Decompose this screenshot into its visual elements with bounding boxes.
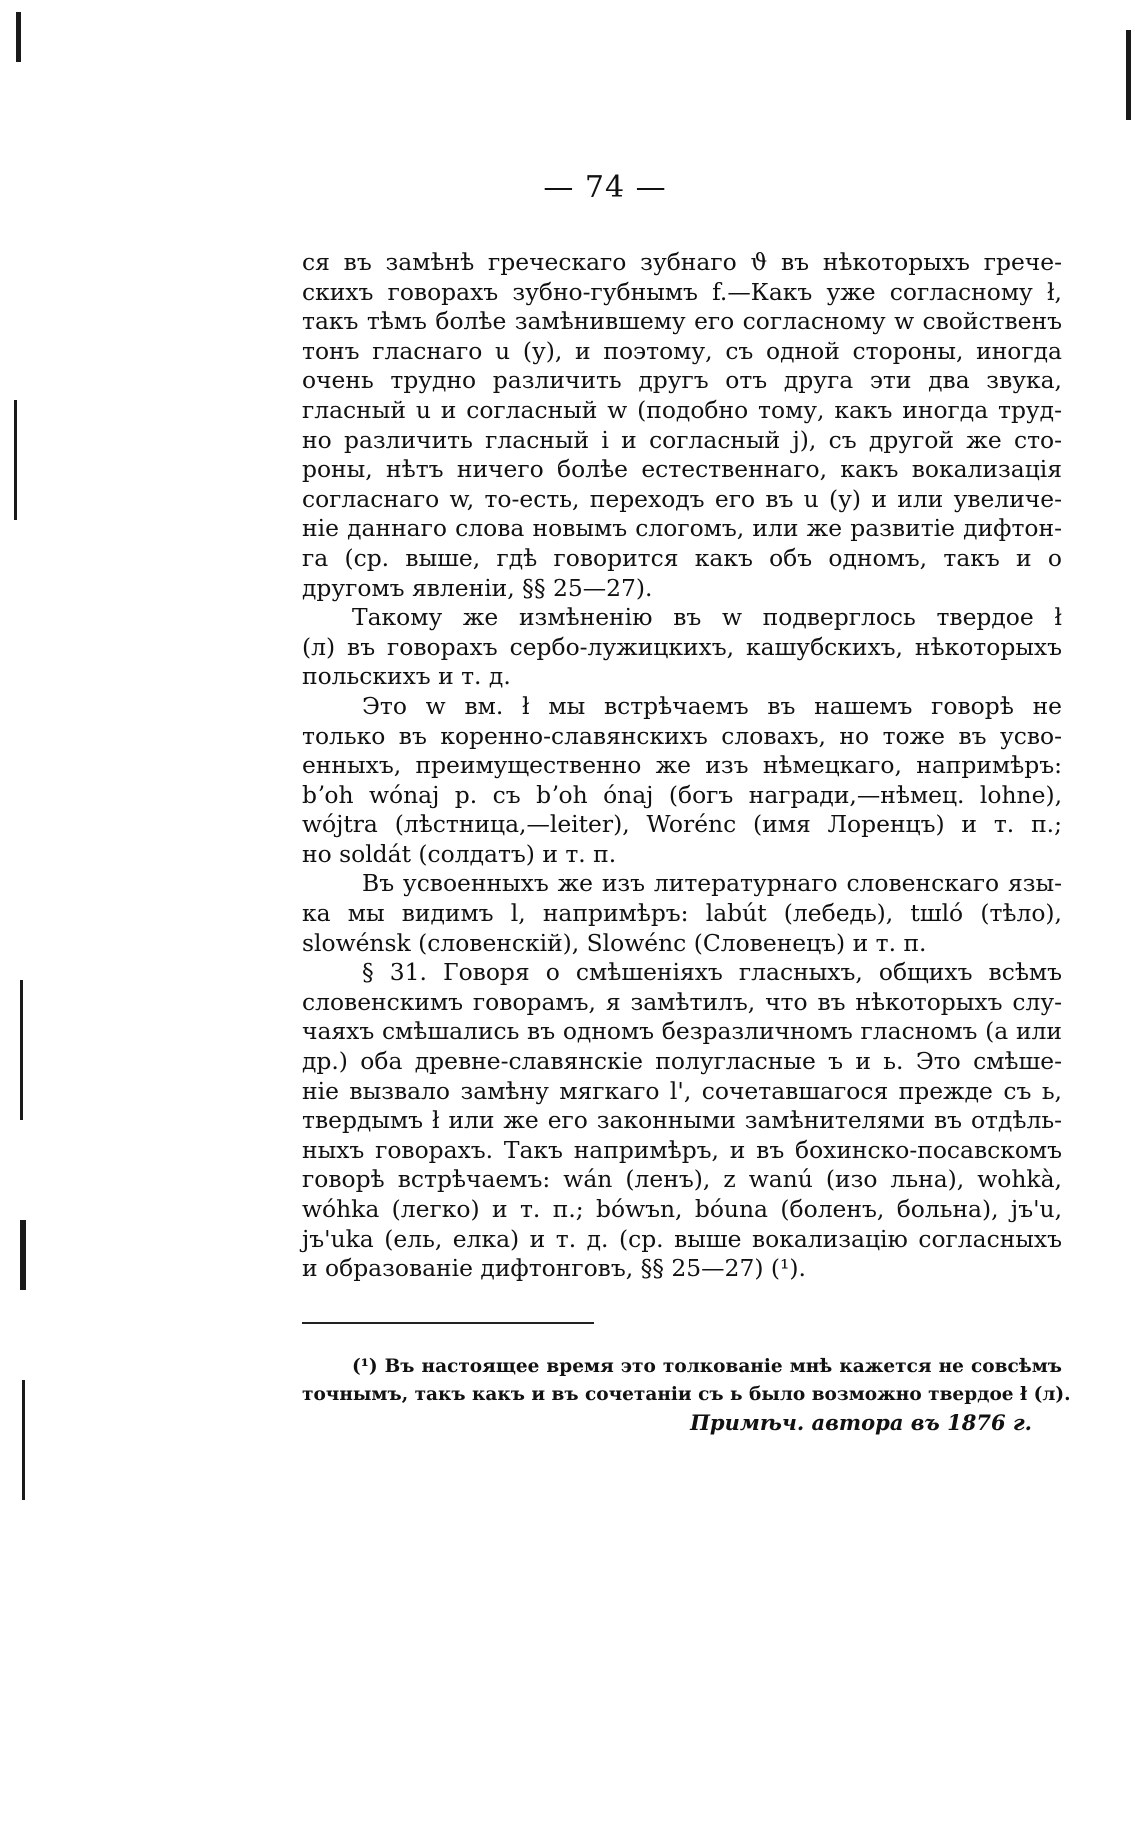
text-line: словенскимъ говорамъ, я замѣтилъ, что въ нѣкоторыхъ слу- <box>302 987 1062 1016</box>
body-text <box>302 248 1062 1284</box>
text-line: чаяхъ смѣшались въ одномъ безразличномъ гласномъ (a или <box>302 1017 1062 1046</box>
text-line: ніе даннаго слова новымъ слогомъ, или же развитіе дифтон- <box>302 514 1062 543</box>
text-line: очень трудно различить другъ отъ друга эти два звука, <box>302 366 1062 395</box>
text-line: но различить гласный i и согласный j), съ другой же сто- <box>302 425 1062 454</box>
text-line: § 31. Говоря о смѣшеніяхъ гласныхъ, общихъ всѣмъ <box>362 958 1062 987</box>
text-line: ніе вызвало замѣну мягкаго l', сочетавшагося прежде съ ь, <box>302 1076 1062 1105</box>
scan-artifact <box>14 400 17 520</box>
text-line: ся въ замѣнѣ греческаго зубнаго ϑ въ нѣкоторыхъ грече- <box>302 248 1062 276</box>
scan-artifact <box>20 980 23 1120</box>
text-line: Въ усвоенныхъ же изъ литературнаго словенскаго язы- <box>362 869 1062 898</box>
footnote-divider <box>302 1322 594 1324</box>
footnote-line: (¹) Въ настоящее время это толкованіе мнѣ кажется не совсѣмъ <box>352 1356 1062 1377</box>
text-line: тонъ гласнаго u (у), и поэтому, съ одной стороны, иногда <box>302 336 1062 365</box>
text-line: wójtra (лѣстница,—leiter), Worénc (имя Лоренцъ) и т. п.; <box>302 810 1062 839</box>
text-line: Такому же измѣненію въ w подверглось твердое ł <box>352 603 1062 632</box>
text-line: говорѣ встрѣчаемъ: wán (ленъ), z wanú (изо льна), wohkà, <box>302 1165 1062 1194</box>
text-line: только въ коренно-славянскихъ словахъ, но тоже въ усво- <box>302 721 1062 750</box>
text-line: др.) оба древне-славянскіе полугласные ъ и ь. Это смѣше- <box>302 1047 1062 1076</box>
text-line: (л) въ говорахъ сербо-лужицкихъ, кашубскихъ, нѣкоторыхъ <box>302 632 1062 661</box>
scan-artifact <box>22 1380 25 1500</box>
text-line: такъ тѣмъ болѣе замѣнившему его согласному w свойственъ <box>302 307 1062 336</box>
page-number: — 74 — <box>543 170 667 205</box>
footnote-line: точнымъ, такъ какъ и въ сочетаніи съ ь было возможно твердое ł (л). <box>302 1384 1071 1405</box>
text-line: bʼoh wónaj р. съ bʼoh ónaj (богъ награди,—нѣмец. lohne), <box>302 780 1062 809</box>
text-line: гласный u и согласный w (подобно тому, какъ иногда труд- <box>302 395 1062 424</box>
footnote <box>302 1353 1071 1437</box>
text-line: ныхъ говорахъ. Такъ напримѣръ, и въ бохинско-посавскомъ <box>302 1135 1062 1164</box>
text-line: польскихъ и т. д. <box>302 662 511 691</box>
text-line: wóhka (легко) и т. п.; bówъn, bóuna (боленъ, больна), jъ'u, <box>302 1195 1062 1223</box>
text-line: согласнаго w, то-есть, переходъ его въ u (у) и или увеличе- <box>302 484 1062 513</box>
text-line: и образованіе дифтонговъ, §§ 25—27) (¹). <box>302 1254 806 1283</box>
scan-artifact <box>20 1220 26 1290</box>
text-line: jъ'uka (ель, елка) и т. д. (ср. выше вокализацію согласныхъ <box>302 1224 1062 1253</box>
scan-artifact <box>16 12 21 62</box>
text-line: скихъ говорахъ зубно-губнымъ f.—Какъ уже согласному ł, <box>302 277 1062 306</box>
text-line: га (ср. выше, гдѣ говорится какъ объ одномъ, такъ и о <box>302 543 1062 572</box>
text-line: твердымъ ł или же его законными замѣнителями въ отдѣль- <box>302 1106 1062 1135</box>
text-line: slowénsk (словенскій), Slowénc (Словенецъ) и т. п. <box>302 928 927 957</box>
scan-artifact <box>1126 30 1131 120</box>
text-line: другомъ явленіи, §§ 25—27). <box>302 573 653 602</box>
text-line: ка мы видимъ l, напримѣръ: labút (лебедь), tшló (тѣло), <box>302 899 1062 928</box>
text-line: енныхъ, преимущественно же изъ нѣмецкаго, напримѣръ: <box>302 751 1062 780</box>
text-line: Это w вм. ł мы встрѣчаемъ въ нашемъ говорѣ не <box>362 691 1062 720</box>
footnote-signature: Примѣч. автора въ 1876 г. <box>690 1410 1032 1435</box>
text-line: роны, нѣтъ ничего болѣе естественнаго, какъ вокализація <box>302 455 1062 484</box>
text-line: но soldát (солдатъ) и т. п. <box>302 839 617 868</box>
